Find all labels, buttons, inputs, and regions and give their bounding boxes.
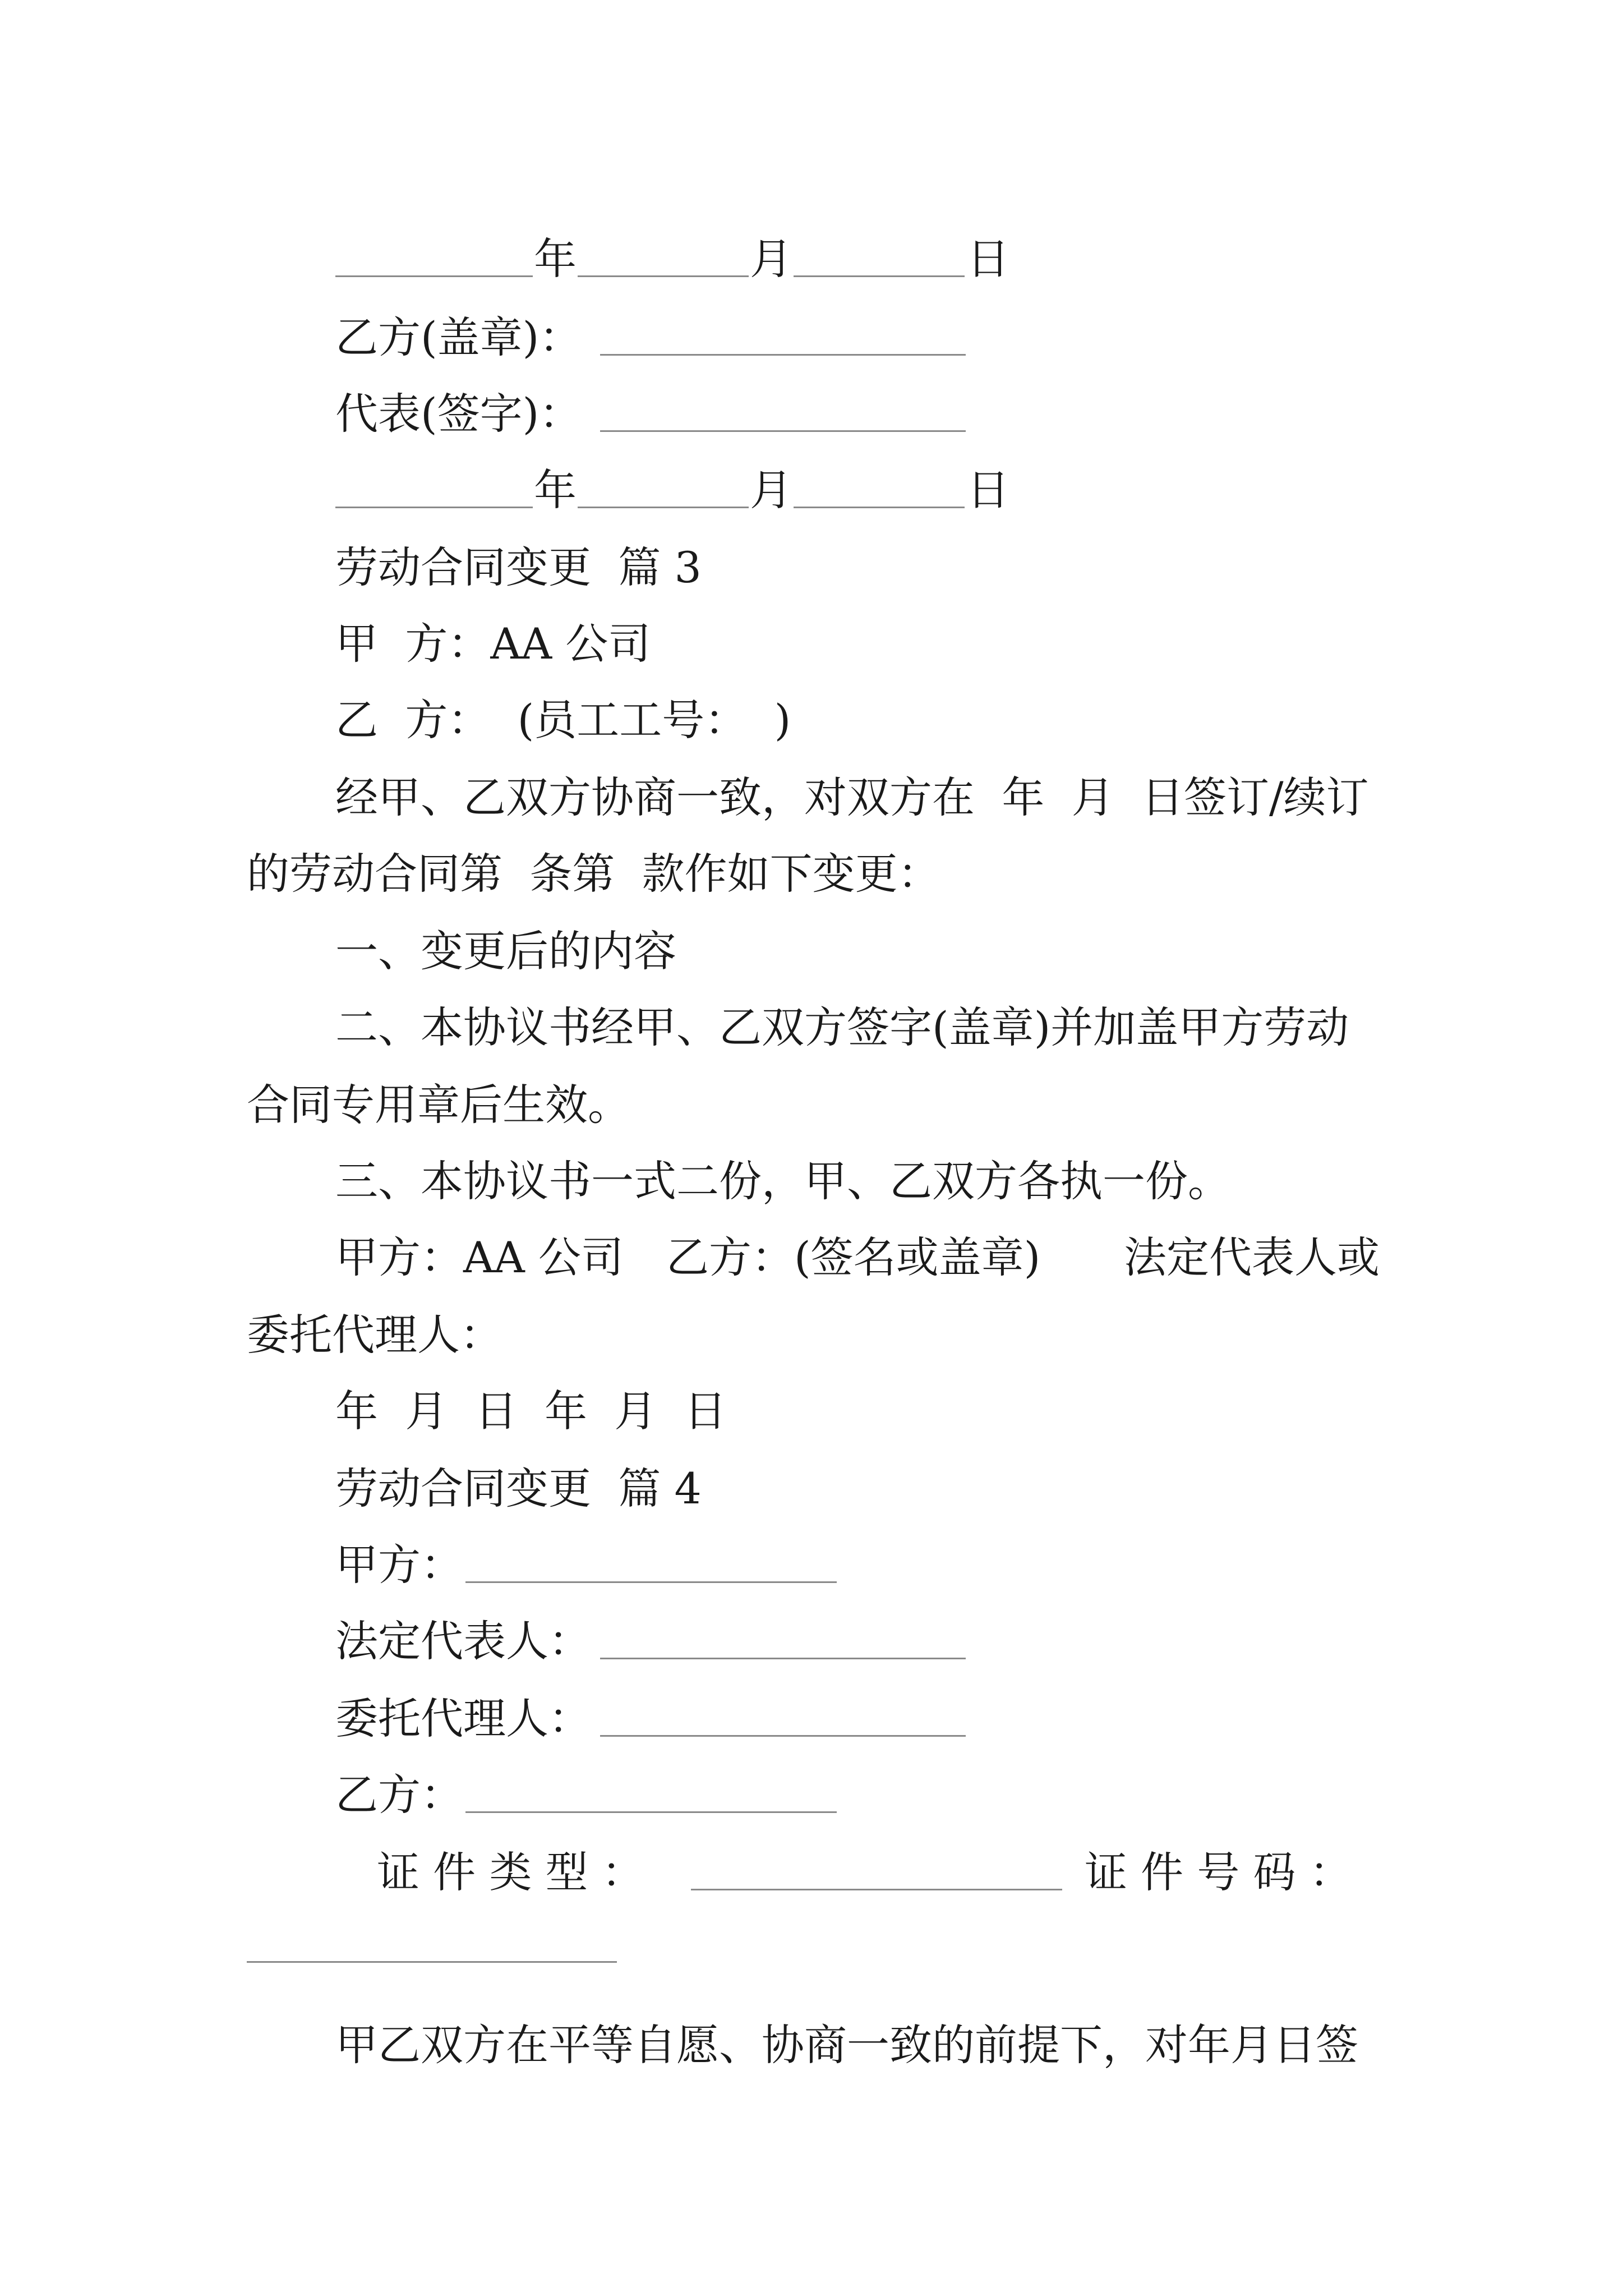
year-label: 年 bbox=[534, 234, 577, 284]
clause-text: 三、本协议书一式二份，甲、乙双方各执一份。 bbox=[335, 1156, 1230, 1206]
id-field-line bbox=[0, 1815, 1623, 1897]
party-b-seal-blank bbox=[600, 354, 966, 356]
clause-text: 一、变更后的内容 bbox=[335, 926, 676, 976]
id-number-blank bbox=[247, 1961, 617, 1963]
party-b-sign-text: 乙方：(签名或盖章) bbox=[666, 1232, 1041, 1282]
body-paragraph-line bbox=[0, 817, 1623, 899]
date-line-2 bbox=[0, 433, 1623, 515]
paragraph-text: 甲乙双方在平等自愿、协商一致的前提下，对年月日签 bbox=[335, 2020, 1358, 2070]
party-b-text: 乙 方： (员工工号： ) bbox=[335, 695, 791, 745]
party-b-line bbox=[0, 663, 1623, 745]
id-number-label: 证 件 号 码 ： bbox=[1085, 1847, 1352, 1897]
clause-line-2 bbox=[0, 970, 1623, 1052]
day-label: 日 bbox=[967, 465, 1009, 515]
month-blank bbox=[578, 507, 749, 508]
id-type-blank bbox=[691, 1889, 1062, 1890]
party-b-seal-line bbox=[0, 280, 1623, 362]
year-blank bbox=[335, 507, 533, 508]
closing-paragraph-line bbox=[0, 1988, 1623, 2070]
agent-label: 委托代理人： bbox=[335, 1694, 591, 1743]
clause-line-2-cont bbox=[0, 1048, 1623, 1130]
clause-text: 合同专用章后生效。 bbox=[247, 1080, 630, 1130]
date-line-1 bbox=[0, 202, 1623, 284]
paragraph-text: 的劳动合同第 条第 款作如下变更： bbox=[247, 849, 940, 899]
body-paragraph-line bbox=[0, 740, 1623, 822]
party-a-line bbox=[0, 587, 1623, 669]
legal-rep-blank bbox=[600, 1658, 966, 1659]
party-a-text: 甲 方：AA 公司 bbox=[335, 619, 651, 669]
id-type-label: 证 件 类 型 ： bbox=[377, 1847, 644, 1897]
party-b-seal-label: 乙方(盖章)： bbox=[335, 312, 582, 362]
section-heading-4-text: 劳动合同变更 篇 4 bbox=[335, 1464, 702, 1513]
day-blank bbox=[794, 507, 965, 508]
signature-line bbox=[0, 1200, 1623, 1282]
party-a-blank bbox=[465, 1581, 837, 1583]
clause-text: 二、本协议书经甲、乙双方签字(盖章)并加盖甲方劳动 bbox=[335, 1002, 1349, 1052]
legal-rep-field bbox=[0, 1584, 1623, 1666]
agent-text: 委托代理人： bbox=[247, 1310, 502, 1360]
year-blank bbox=[335, 275, 533, 277]
agent-line bbox=[0, 1278, 1623, 1360]
representative-sign-label: 代表(签字)： bbox=[335, 389, 582, 439]
day-blank bbox=[794, 275, 965, 277]
legal-rep-text: 法定代表人或 bbox=[1124, 1232, 1380, 1282]
party-a-label: 甲方： bbox=[335, 1540, 463, 1590]
party-a-sign-text: 甲方：AA 公司 bbox=[335, 1232, 624, 1282]
representative-sign-blank bbox=[600, 430, 966, 432]
paragraph-text: 经甲、乙双方协商一致，对双方在 年 月 日签订/续订 bbox=[335, 772, 1369, 822]
section-heading-4 bbox=[0, 1432, 1623, 1513]
party-a-field bbox=[0, 1508, 1623, 1590]
agent-blank bbox=[600, 1735, 966, 1737]
month-label: 月 bbox=[750, 234, 792, 284]
agent-field bbox=[0, 1662, 1623, 1743]
day-label: 日 bbox=[967, 234, 1009, 284]
party-b-blank bbox=[465, 1811, 837, 1813]
month-label: 月 bbox=[750, 465, 792, 515]
date-line-3 bbox=[0, 1354, 1623, 1436]
section-heading-3 bbox=[0, 510, 1623, 592]
clause-line-3 bbox=[0, 1124, 1623, 1206]
month-blank bbox=[578, 275, 749, 277]
clause-line-1 bbox=[0, 894, 1623, 976]
section-heading-3-text: 劳动合同变更 篇 3 bbox=[335, 542, 702, 592]
party-b-field bbox=[0, 1738, 1623, 1820]
party-b-label: 乙方： bbox=[335, 1770, 463, 1820]
representative-sign-line bbox=[0, 357, 1623, 439]
year-label: 年 bbox=[534, 465, 577, 515]
legal-rep-label: 法定代表人： bbox=[335, 1616, 591, 1666]
date-text: 年 月 日 年 月 日 bbox=[335, 1386, 727, 1436]
